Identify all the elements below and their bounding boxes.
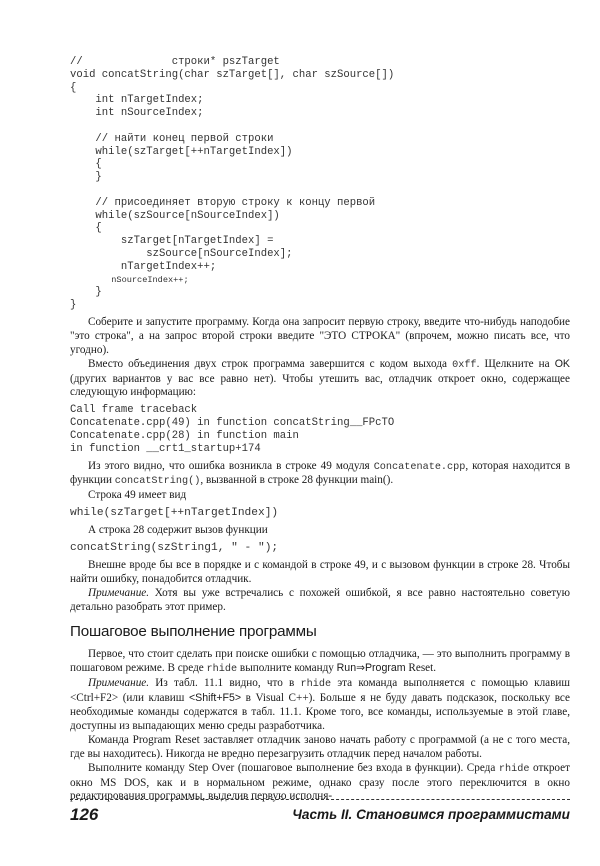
code-line: { (70, 158, 102, 171)
code-line: int nSourceIndex; (70, 107, 204, 120)
text: Хотя вы уже встречались с похожей ошибкой, я все равно настоятельно советую детально разобрать этот пример. (70, 586, 570, 613)
note-label: Примечание. (88, 586, 150, 599)
text: , которая находится в функции (70, 459, 571, 487)
part-title: Часть II. Становимся программистами (292, 807, 570, 822)
text: Из этого видно, что ошибка возникла в строке 49 модуля (88, 459, 374, 472)
note-hotkeys (70, 677, 570, 734)
paragraph-need-debugger: Внешне вроде бы все в порядке и с командой в строке 49, и с вызовом функции в строке 28. Чтобы найти ошибку, понадобится отладчик. (70, 558, 570, 585)
code-line: { (70, 222, 102, 235)
code-line: } (70, 171, 102, 184)
paragraph-line-28: А строка 28 содержит вызов функции (88, 524, 268, 537)
code-line: int nTargetIndex; (70, 94, 204, 107)
text: (других вариантов у вас все равно нет). Чтобы утешить вас, отладчик откроет окно, содержащее следующую информацию: (70, 372, 570, 399)
menu-command: Run⇒Program (336, 662, 406, 675)
rhide-name: rhide (498, 763, 530, 775)
code-line-28: concatString(szString1, " - "); (70, 541, 279, 554)
text: Reset. (405, 662, 437, 675)
code-line-49: while(szTarget[++nTargetIndex]) (70, 507, 279, 520)
text: Из табл. 11.1 видно, что в (149, 677, 301, 690)
text: откроет окно MS DOS, как и в нормальном режиме, однако сразу после этого переключится в окно редактирования программы, выделив первую исполня- (70, 761, 570, 803)
paragraph-error-location (70, 460, 570, 490)
paragraph-line-49: Строка 49 имеет вид (88, 489, 187, 502)
code-line (70, 184, 570, 197)
code-line: { (70, 81, 77, 94)
code-line: while(szTarget[++nTargetIndex]) (70, 145, 293, 158)
text: в Visual C++). (241, 692, 316, 705)
section-heading: Пошаговое выполнение программы (70, 623, 317, 641)
code-line: Concatenate.cpp(49) in function concatString__FPcTO (70, 417, 395, 430)
code-line: while(szSource[nSourceIndex]) (70, 209, 280, 222)
paragraph-step-mode (70, 648, 570, 677)
text: . Щелкните на (476, 357, 555, 370)
text: Первое, что стоит сделать при поиске ошибки с помощью отладчика, — это выполнить программу в пошаговом режиме. В среде (70, 648, 570, 675)
text: Выполните команду Step Over (пошаговое выполнение без входа в функции). Среда (88, 761, 499, 774)
text: эта команда выполняется с помощью клавиш <Ctrl+F2> (или клавиш (70, 677, 570, 705)
note-label: Примечание. (88, 677, 150, 690)
code-line: // присоединяет вторую строку к концу первой (70, 196, 376, 209)
code-line: Concatenate.cpp(28) in function main (70, 429, 299, 442)
code-line: } (70, 299, 77, 312)
code-line: nTargetIndex++; (70, 260, 217, 273)
code-line: szSource[nSourceIndex]; (70, 247, 293, 260)
module-name: Concatenate.cpp (373, 461, 466, 473)
code-line: Call frame traceback (70, 404, 198, 417)
code-line: nSourceIndex++; (70, 274, 189, 285)
code-line: // строки* pszTarget (70, 56, 280, 68)
function-name: concatString() (114, 476, 201, 488)
paragraph-program-reset: Команда Program Reset заставляет отладчик заново начать работу с программой (а не с того места, где вы находитесь). Никогда не вредно перезагрузить отладчик перед началом работы. (70, 733, 570, 760)
code-line (70, 120, 570, 133)
hotkey: <Shift+F5> (188, 692, 242, 705)
code-line: } (70, 286, 102, 299)
code-line: szTarget[nTargetIndex] = (70, 235, 274, 248)
note-similar-error (70, 587, 570, 615)
footer-rule (70, 799, 570, 800)
ok-label: OK (554, 357, 570, 370)
page-content (70, 56, 570, 804)
code-line: in function __crt1_startup+174 (70, 442, 261, 455)
code-line: void concatString(char szTarget[], char szSource[]) (70, 68, 395, 81)
code-block-concat-string (70, 56, 570, 312)
exit-code: 0xff (452, 359, 477, 371)
paragraph-build-run: Соберите и запустите программу. Когда она запросит первую строку, введите что-нибудь наподобие "это строка", а на запрос второй строки введите "ЭТО СТРОКА" (впрочем, можно писать все, что угодно). (70, 315, 570, 356)
paragraph-exit-code (70, 358, 570, 401)
code-block-traceback (70, 404, 570, 455)
page-footer (70, 805, 570, 827)
text: выполните команду (237, 662, 337, 675)
rhide-name: rhide (300, 679, 332, 691)
code-line: // найти конец первой строки (70, 132, 274, 145)
rhide-name: rhide (206, 664, 238, 676)
text: Больше я не буду давать подсказок, поскольку все необходимые команды содержатся в табл. 11.1. Кроме того, все команды, используемые в этой главе, доступны из выпадающих меню среды разработчика. (70, 692, 570, 732)
text: , вызванной в строке 28 функции main(). (200, 474, 394, 487)
paragraph-step-over (70, 762, 570, 805)
page-number: 126 (70, 805, 99, 824)
text: Вместо объединения двух строк программа завершится с кодом выхода (88, 357, 453, 370)
